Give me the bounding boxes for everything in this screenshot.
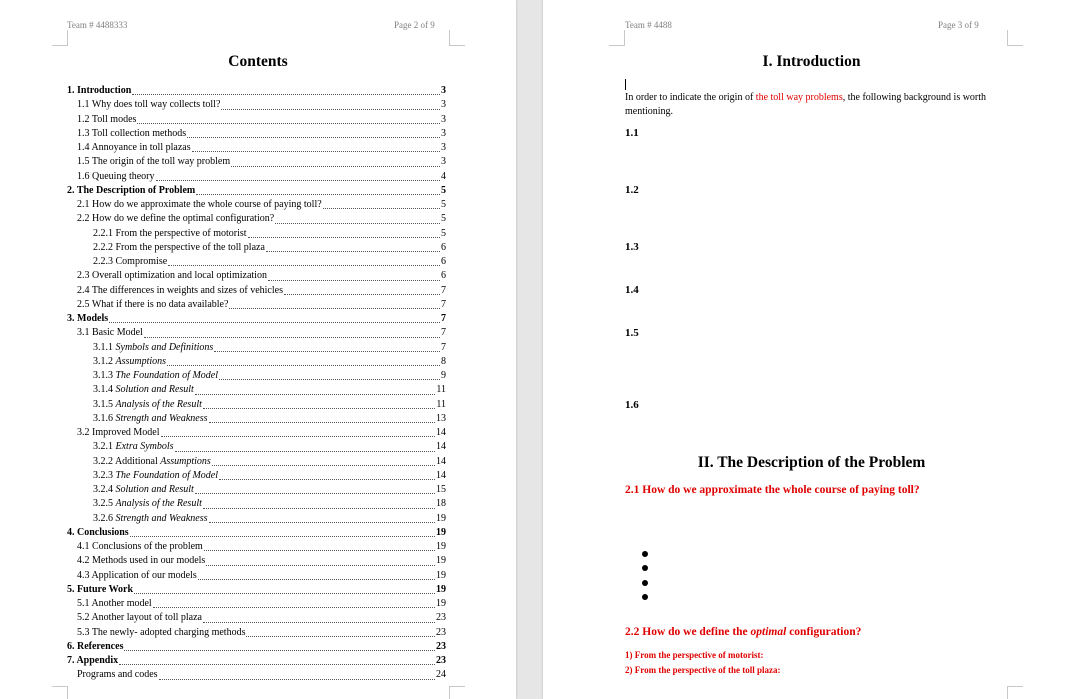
toc-entry-label xyxy=(67,184,195,198)
subsection-2-1-heading: 2.1 How do we approximate the whole course of paying toll? xyxy=(625,484,920,496)
header-team: Team # 4488 xyxy=(625,20,672,30)
toc-entry-label xyxy=(77,298,228,312)
toc-page-number: 11 xyxy=(436,384,446,396)
toc-entry-number: 3.1.5 xyxy=(93,398,116,410)
toc-entry-label xyxy=(93,241,265,255)
toc-dot-leader xyxy=(229,308,440,309)
toc-entry-text: 3. Models xyxy=(67,313,109,324)
toc-entry-text: Symbols and Definitions xyxy=(115,341,214,353)
toc-entry[interactable] xyxy=(67,269,446,283)
toc-page-number: 8 xyxy=(441,355,446,367)
toc-dot-leader xyxy=(248,237,440,238)
toc-entry[interactable] xyxy=(67,583,446,597)
toc-entry-label xyxy=(77,597,152,611)
toc-entry[interactable] xyxy=(67,326,446,340)
toc-page-number: 13 xyxy=(436,412,446,424)
toc-entry-text: 5. Future Work xyxy=(67,583,134,595)
toc-entry[interactable] xyxy=(67,212,446,226)
toc-entry-label xyxy=(77,326,143,340)
toc-entry-text: 1.5 The origin of the toll way problem xyxy=(77,156,231,168)
toc-entry-number: 3.2.2 Additional xyxy=(93,455,161,467)
toc-dot-leader xyxy=(212,465,435,466)
toc-entry-label xyxy=(93,469,218,483)
toc-dot-leader xyxy=(198,579,435,580)
toc-entry-label xyxy=(93,383,194,397)
toc-dot-leader xyxy=(203,408,435,409)
toc-entry-label xyxy=(67,312,108,326)
toc-entry[interactable] xyxy=(67,554,446,568)
toc-entry[interactable] xyxy=(67,241,446,255)
toc-entry-label xyxy=(77,198,322,212)
toc-entry[interactable] xyxy=(67,526,446,540)
bullet-point xyxy=(642,565,648,571)
toc-entry-number: 3.2.5 xyxy=(93,498,116,510)
toc-entry[interactable] xyxy=(67,668,446,682)
toc-dot-leader xyxy=(209,422,435,423)
toc-entry-text: 1.2 Toll modes xyxy=(77,113,137,125)
toc-page-number: 24 xyxy=(436,669,446,681)
toc-entry-text: Extra Symbols xyxy=(115,441,174,453)
header-page-number: Page 2 of 9 xyxy=(394,20,435,30)
toc-page-number: 19 xyxy=(436,512,446,524)
subsection-2-2-heading xyxy=(625,626,861,638)
bullet-point xyxy=(642,580,648,586)
toc-entry-label xyxy=(67,84,131,98)
toc-entry-text: 2.3 Overall optimization and local optimization xyxy=(77,270,267,282)
toc-dot-leader xyxy=(203,622,435,623)
toc-entry-text: 2.2.1 From the perspective of motorist xyxy=(93,227,247,239)
toc-entry-text: 1.1 Why does toll way collects toll? xyxy=(77,99,221,111)
toc-page-number: 23 xyxy=(436,626,446,638)
toc-entry-label xyxy=(77,626,245,640)
toc-page-number: 5 xyxy=(441,213,446,225)
toc-entry[interactable] xyxy=(67,540,446,554)
toc-entry-label xyxy=(77,141,191,155)
item-motorist: 1) From the perspective of motorist: xyxy=(625,650,764,660)
toc-page-number: 6 xyxy=(441,256,446,267)
toc-entry-label xyxy=(93,512,208,526)
heading-text-italic: optimal xyxy=(750,626,787,638)
toc-entry-label xyxy=(77,170,155,184)
toc-entry-text: 5.2 Another layout of toll plaza xyxy=(77,612,202,624)
toc-entry-text: Assumptions xyxy=(115,355,167,367)
crop-mark xyxy=(52,686,68,699)
toc-entry-label xyxy=(77,569,197,583)
toc-dot-leader xyxy=(219,379,440,380)
toc-entry-label xyxy=(93,412,208,426)
subsection-number: 1.6 xyxy=(625,399,639,411)
toc-entry-label xyxy=(67,640,123,654)
toc-entry-label xyxy=(77,554,205,568)
toc-entry-label xyxy=(77,284,283,298)
toc-dot-leader xyxy=(124,650,435,651)
toc-page-number: 3 xyxy=(441,99,446,111)
toc-dot-leader xyxy=(196,194,440,195)
subsection-number: 1.4 xyxy=(625,284,639,296)
toc-entry-number: 3.2.1 xyxy=(93,441,116,453)
toc-entry-label xyxy=(77,113,136,127)
toc-entry-text: 1.6 Queuing theory xyxy=(77,170,155,182)
section-title-description: II. The Description of the Problem xyxy=(697,454,926,471)
subsection-number: 1.2 xyxy=(625,184,639,196)
toc-dot-leader xyxy=(156,180,441,181)
toc-entry[interactable] xyxy=(67,597,446,611)
bullet-point xyxy=(642,551,648,557)
toc-page-number: 11 xyxy=(436,398,446,410)
toc-entry[interactable] xyxy=(67,483,446,497)
toc-dot-leader xyxy=(275,223,440,224)
toc-dot-leader xyxy=(209,522,435,523)
item-toll-plaza: 2) From the perspective of the toll plaza: xyxy=(625,665,781,675)
toc-entry-label xyxy=(93,483,194,497)
toc-page-number: 15 xyxy=(436,484,446,495)
toc-dot-leader xyxy=(214,351,440,352)
toc-page-number: 7 xyxy=(441,341,446,353)
toc-dot-leader xyxy=(109,322,440,323)
toc-page-number: 3 xyxy=(441,156,446,168)
toc-entry-label xyxy=(93,341,213,355)
toc-entry-label xyxy=(67,654,118,668)
toc-entry-text: 5.1 Another model xyxy=(77,598,152,609)
toc-entry-text: 3.2 Improved Model xyxy=(77,427,160,438)
toc-dot-leader xyxy=(221,109,440,110)
toc-entry[interactable] xyxy=(67,398,446,412)
toc-entry[interactable] xyxy=(67,184,446,198)
toc-entry-number: 3.1.4 xyxy=(93,384,116,396)
toc-entry[interactable] xyxy=(67,198,446,212)
toc-entry-text: Analysis of the Result xyxy=(115,398,202,410)
toc-entry-text: The Foundation of Model xyxy=(115,469,218,481)
toc-entry[interactable] xyxy=(67,98,446,112)
toc-entry-label xyxy=(77,127,186,141)
toc-dot-leader xyxy=(119,664,435,665)
crop-mark xyxy=(449,686,465,699)
toc-dot-leader xyxy=(137,123,440,124)
toc-entry-label xyxy=(77,269,267,283)
toc-entry-label xyxy=(77,611,202,625)
toc-entry-text: Strength and Weakness xyxy=(115,412,208,424)
toc-dot-leader xyxy=(132,94,440,95)
toc-dot-leader xyxy=(268,280,440,281)
toc-entry-number: 3.1.2 xyxy=(93,355,116,367)
toc-page-number: 4 xyxy=(441,170,446,182)
toc-entry-label xyxy=(77,540,203,554)
toc-dot-leader xyxy=(167,365,440,366)
toc-entry-label xyxy=(77,668,158,682)
toc-page-number: 7 xyxy=(441,284,446,296)
toc-entry-text: 4.3 Application of our models xyxy=(77,569,197,581)
toc-page-number: 19 xyxy=(436,555,446,567)
toc-dot-leader xyxy=(153,607,435,608)
toc-page-number: 6 xyxy=(441,270,446,282)
toc-dot-leader xyxy=(284,294,440,295)
toc-entry[interactable] xyxy=(67,497,446,511)
toc-entry[interactable] xyxy=(67,341,446,355)
toc-page-number: 3 xyxy=(441,113,446,125)
toc-entry-label xyxy=(93,398,202,412)
toc-entry[interactable] xyxy=(67,440,446,454)
toc-dot-leader xyxy=(203,508,435,509)
toc-page-number: 5 xyxy=(441,227,446,239)
toc-entry[interactable] xyxy=(67,569,446,583)
toc-page-number: 23 xyxy=(436,612,446,624)
toc-page-number: 6 xyxy=(441,241,446,253)
toc-dot-leader xyxy=(219,479,435,480)
toc-entry-text: 1.3 Toll collection methods xyxy=(77,127,187,139)
toc-entry[interactable] xyxy=(67,426,446,440)
toc-entry[interactable] xyxy=(67,298,446,312)
toc-entry-text: Strength and Weakness xyxy=(115,512,208,524)
toc-entry-label xyxy=(93,455,211,469)
heading-text-before: 2.2 How do we define the xyxy=(625,626,751,638)
toc-page-number: 7 xyxy=(441,327,446,339)
toc-entry[interactable] xyxy=(67,383,446,397)
toc-entry-text: 4. Conclusions xyxy=(67,526,129,538)
toc-dot-leader xyxy=(195,493,435,494)
crop-mark xyxy=(1007,30,1023,46)
toc-entry[interactable] xyxy=(67,355,446,369)
toc-page-number: 19 xyxy=(436,598,446,609)
toc-dot-leader xyxy=(134,593,435,594)
toc-dot-leader xyxy=(195,394,436,395)
subsection-number: 1.3 xyxy=(625,241,639,253)
toc-entry-label xyxy=(93,440,174,454)
toc-entry-text: 2.5 What if there is no data available? xyxy=(77,298,229,310)
table-of-contents xyxy=(67,84,446,683)
toc-entry-label xyxy=(67,583,133,597)
toc-entry-text: 2.2.3 Compromise xyxy=(93,256,168,267)
toc-entry[interactable] xyxy=(67,654,446,668)
toc-page-number: 23 xyxy=(436,655,446,666)
toc-entry-number: 3.1.1 xyxy=(93,341,116,353)
toc-entry-text: 6. References xyxy=(67,640,124,652)
crop-mark xyxy=(449,30,465,46)
toc-page-number: 19 xyxy=(436,526,446,538)
toc-entry[interactable] xyxy=(67,84,446,98)
toc-dot-leader xyxy=(266,251,440,252)
toc-entry[interactable] xyxy=(67,155,446,169)
toc-entry-label xyxy=(77,426,160,440)
toc-entry-number: 3.2.4 xyxy=(93,484,116,495)
toc-entry[interactable] xyxy=(67,369,446,383)
toc-dot-leader xyxy=(204,550,435,551)
toc-entry[interactable] xyxy=(67,284,446,298)
toc-page-number: 3 xyxy=(441,85,446,96)
toc-entry-text: 3.1 Basic Model xyxy=(77,327,143,339)
toc-entry-text: Assumptions xyxy=(160,455,211,467)
section-title-introduction: I. Introduction xyxy=(762,53,861,70)
toc-entry[interactable] xyxy=(67,113,446,127)
toc-page-number: 19 xyxy=(436,569,446,581)
toc-page-number: 19 xyxy=(436,583,446,595)
toc-dot-leader xyxy=(159,679,435,680)
toc-page-number: 7 xyxy=(441,298,446,310)
toc-entry-text: Programs and codes xyxy=(77,669,158,681)
toc-entry-text: 2. The Description of Problem xyxy=(67,184,196,196)
toc-entry-label xyxy=(77,212,274,226)
toc-entry-number: 3.2.6 xyxy=(93,512,116,524)
subsection-number: 1.1 xyxy=(625,127,639,139)
toc-dot-leader xyxy=(231,166,440,167)
toc-page-number: 19 xyxy=(436,541,446,552)
toc-page-number: 7 xyxy=(441,313,446,324)
toc-page-number: 3 xyxy=(441,142,446,153)
toc-entry-number: 3.1.6 xyxy=(93,412,116,424)
toc-dot-leader xyxy=(130,536,435,537)
toc-entry-label xyxy=(93,255,167,269)
toc-page-number: 14 xyxy=(436,455,446,467)
toc-dot-leader xyxy=(175,451,435,452)
toc-dot-leader xyxy=(192,151,440,152)
toc-entry-text: Analysis of the Result xyxy=(115,498,202,510)
crop-mark xyxy=(52,30,68,46)
toc-entry-text: 5.3 The newly- adopted charging methods xyxy=(77,626,246,638)
toc-page-number: 3 xyxy=(441,127,446,139)
toc-entry[interactable] xyxy=(67,469,446,483)
toc-page-number: 14 xyxy=(436,427,446,438)
toc-entry-text: The Foundation of Model xyxy=(115,370,218,381)
intro-paragraph[interactable] xyxy=(625,91,1025,119)
page-contents xyxy=(0,0,516,699)
toc-entry-number: 3.1.3 xyxy=(93,370,116,381)
toc-dot-leader xyxy=(187,137,440,138)
toc-entry-label xyxy=(77,98,220,112)
toc-page-number: 14 xyxy=(436,441,446,453)
intro-text-after: , the following background is worth mentioning. xyxy=(625,92,987,117)
toc-entry[interactable] xyxy=(67,141,446,155)
toc-dot-leader xyxy=(144,337,440,338)
toc-entry[interactable] xyxy=(67,127,446,141)
toc-entry-text: 4.1 Conclusions of the problem xyxy=(77,541,203,552)
toc-entry[interactable] xyxy=(67,611,446,625)
crop-mark xyxy=(1007,686,1023,699)
toc-entry-text: 2.4 The differences in weights and sizes of vehicles xyxy=(77,284,283,296)
toc-entry-text: Solution and Result xyxy=(115,384,194,396)
toc-dot-leader xyxy=(323,208,440,209)
toc-page-number: 23 xyxy=(436,640,446,652)
toc-entry[interactable] xyxy=(67,255,446,269)
toc-entry-label xyxy=(93,369,218,383)
crop-mark xyxy=(609,30,625,46)
header-page-number: Page 3 of 9 xyxy=(938,20,979,30)
toc-entry-text: 1. Introduction xyxy=(67,85,132,96)
toc-entry-text: 7. Appendix xyxy=(67,655,119,666)
toc-entry-label xyxy=(67,526,129,540)
toc-entry-text: 4.2 Methods used in our models xyxy=(77,555,206,567)
intro-text-before: In order to indicate the origin of xyxy=(625,92,756,103)
toc-dot-leader xyxy=(246,636,435,637)
toc-entry-label xyxy=(77,155,230,169)
page-introduction xyxy=(543,0,1080,699)
intro-text-highlight: the toll way problems xyxy=(755,92,843,103)
toc-entry[interactable] xyxy=(67,412,446,426)
toc-entry[interactable] xyxy=(67,170,446,184)
toc-page-number: 14 xyxy=(436,469,446,481)
toc-entry[interactable] xyxy=(67,455,446,469)
subsection-number: 1.5 xyxy=(625,327,639,339)
toc-dot-leader xyxy=(168,265,440,266)
toc-dot-leader xyxy=(161,436,436,437)
toc-entry-text: Solution and Result xyxy=(115,484,194,495)
toc-entry[interactable] xyxy=(67,512,446,526)
toc-entry-label xyxy=(93,227,247,241)
toc-entry-text: 2.2.2 From the perspective of the toll plaza xyxy=(93,241,265,253)
text-cursor xyxy=(625,79,626,90)
toc-page-number: 5 xyxy=(441,199,446,210)
contents-title: Contents xyxy=(228,53,288,70)
toc-entry[interactable] xyxy=(67,227,446,241)
toc-entry-number: 3.2.3 xyxy=(93,469,116,481)
toc-entry[interactable] xyxy=(67,626,446,640)
toc-entry-text: 1.4 Annoyance in toll plazas xyxy=(77,142,191,153)
toc-entry[interactable] xyxy=(67,312,446,326)
toc-entry-label xyxy=(93,355,166,369)
toc-page-number: 18 xyxy=(436,498,446,510)
toc-entry-text: 2.1 How do we approximate the whole course of paying toll? xyxy=(77,199,322,210)
toc-page-number: 9 xyxy=(441,370,446,381)
toc-entry-text: 2.2 How do we define the optimal configuration? xyxy=(77,213,275,225)
toc-entry-label xyxy=(93,497,202,511)
heading-text-after: configuration? xyxy=(786,626,862,638)
bullet-point xyxy=(642,594,648,600)
toc-entry[interactable] xyxy=(67,640,446,654)
header-team: Team # 4488333 xyxy=(67,20,128,30)
toc-page-number: 5 xyxy=(441,184,446,196)
toc-dot-leader xyxy=(206,565,435,566)
